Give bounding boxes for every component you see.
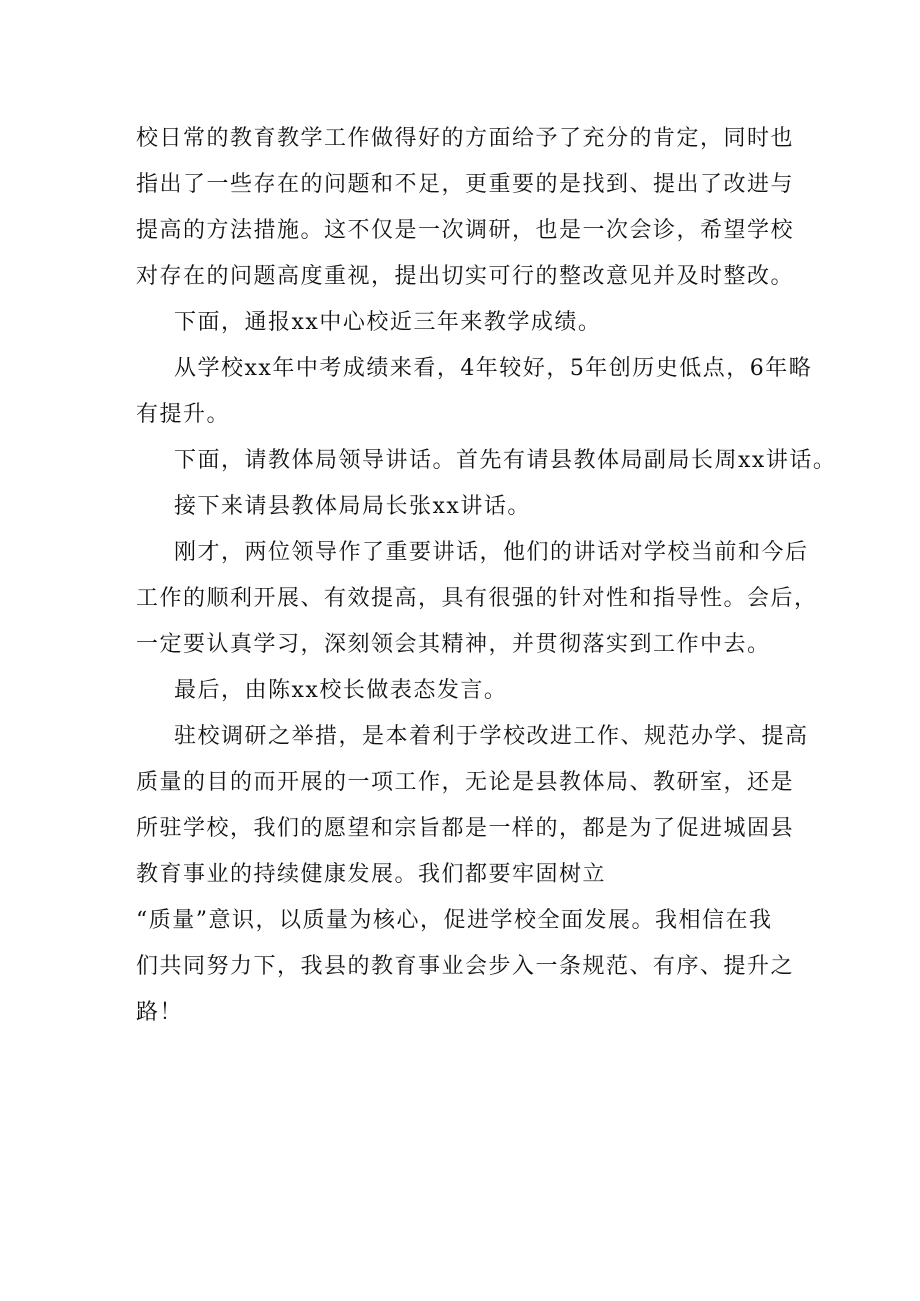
text-line-4: 对存在的问题高度重视，提出切实可行的整改意见并及时整改。: [136, 264, 795, 289]
text-line-9: 接下来请县教体局局长张xx讲话。: [174, 494, 531, 519]
text-line-12: 一定要认真学习，深刻领会其精神，并贯彻落实到工作中去。: [136, 632, 771, 657]
text-line-20: 路！: [136, 1000, 184, 1025]
text-line-19: 们共同努力下，我县的教育事业会步入一条规范、有序、提升之: [136, 954, 795, 979]
text-line-5: 下面，通报xx中心校近三年来教学成绩。: [174, 310, 602, 335]
text-line-14: 驻校调研之举措，是本着利于学校改进工作、规范办学、提高: [174, 724, 809, 749]
text-line-1: 校日常的教育教学工作做得好的方面给予了充分的肯定，同时也: [136, 126, 795, 151]
text-line-2: 指出了一些存在的问题和不足，更重要的是找到、提出了改进与: [136, 172, 795, 197]
text-line-18: “质量”意识，以质量为核心，促进学校全面发展。我相信在我: [136, 908, 773, 933]
text-line-11: 工作的顺利开展、有效提高，具有很强的针对性和指导性。会后，: [136, 586, 818, 611]
text-line-8: 下面，请教体局领导讲话。首先有请县教体局副局长周xx讲话。: [174, 448, 837, 473]
text-line-7: 有提升。: [136, 402, 231, 427]
text-line-15: 质量的目的而开展的一项工作，无论是县教体局、教研室，还是: [136, 770, 795, 795]
text-line-6: 从学校xx年中考成绩来看，4年较好，5年创历史低点，6年略: [174, 356, 813, 381]
text-line-16: 所驻学校，我们的愿望和宗旨都是一样的，都是为了促进城固县: [136, 816, 795, 841]
text-line-10: 刚才，两位领导作了重要讲话，他们的讲话对学校当前和今后: [174, 540, 809, 565]
document-body: [136, 116, 837, 1036]
text-line-3: 提高的方法措施。这不仅是一次调研，也是一次会诊，希望学校: [136, 218, 795, 243]
text-line-17: 教育事业的持续健康发展。我们都要牢固树立: [136, 862, 607, 887]
text-line-13: 最后，由陈xx校长做表态发言。: [174, 678, 508, 703]
